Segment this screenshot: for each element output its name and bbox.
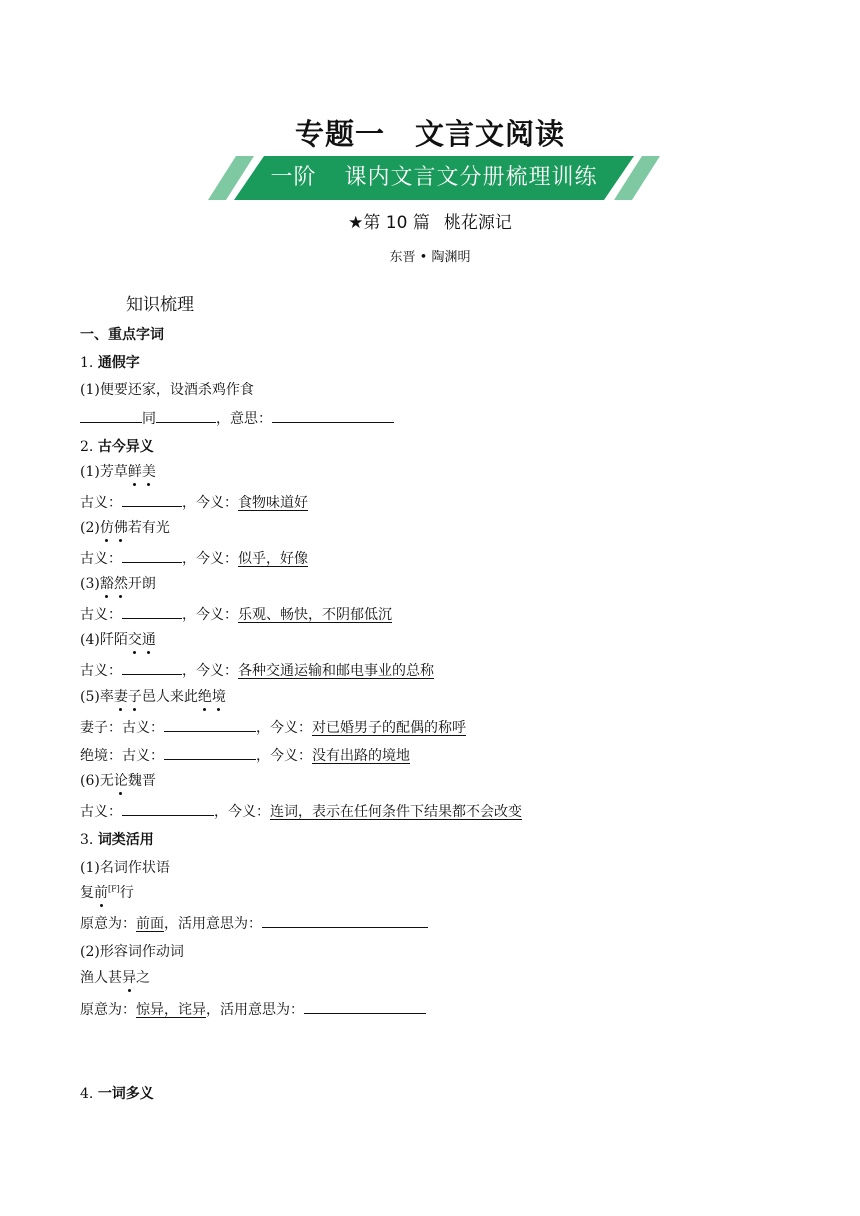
answer-line: 同 ，意思： [80, 408, 394, 428]
question-line: (2)仿佛若有光 [80, 517, 170, 537]
answer-blank[interactable] [164, 717, 256, 732]
answer-line: 绝境：古义： ，今义：没有出路的境地 [80, 745, 410, 765]
answer-blank[interactable] [122, 492, 182, 507]
answer-blank[interactable] [164, 745, 256, 760]
question-line: (5)率妻子邑人来此绝境 [80, 686, 226, 706]
answer-line: 妻子：古义： ，今义：对已婚男子的配偶的称呼 [80, 717, 466, 737]
question-line: (1)便要还家，设酒杀鸡作食 [80, 382, 254, 398]
part-heading: 一、重点字词 [80, 327, 164, 343]
answer-line: 古义： ，今义：乐观、畅快，不阴郁低沉 [80, 604, 392, 624]
answer-blank[interactable] [272, 408, 394, 423]
page-title: 专题一 文言文阅读 [294, 117, 566, 151]
answer-blank[interactable] [304, 999, 426, 1014]
answer-blank[interactable] [80, 408, 142, 423]
question-line: (3)豁然开朗 [80, 573, 156, 593]
chapter-title: ★第 10 篇 桃花源记 [348, 213, 512, 233]
answer-line: 古义： ，今义：似乎，好像 [80, 548, 308, 568]
example-line: 复前[F]行 [80, 882, 134, 902]
question-line: (6)无论魏晋 [80, 770, 156, 790]
banner-title: 一阶 课内文言文分册梳理训练 [270, 165, 598, 190]
subsection-heading-duoyi: 4. 一词多义 [80, 1086, 154, 1102]
answer-line: 古义： ，今义：各种交通运输和邮电事业的总称 [80, 660, 434, 680]
answer-blank[interactable] [122, 801, 214, 816]
answer-blank[interactable] [122, 604, 182, 619]
author-line: 东晋 • 陶渊明 [389, 250, 471, 265]
subsection-heading-tongjia: 1. 通假字 [80, 355, 140, 371]
answer-blank[interactable] [156, 408, 216, 423]
subsection-heading-huoyong: 3. 词类活用 [80, 832, 154, 848]
answer-blank[interactable] [262, 913, 428, 928]
example-line: 渔人甚异之 [80, 967, 150, 987]
question-line: (1)名词作状语 [80, 860, 170, 876]
answer-line: 原意为：前面，活用意思为： [80, 913, 428, 933]
answer-line: 原意为：惊异，诧异，活用意思为： [80, 999, 426, 1019]
answer-blank[interactable] [122, 660, 182, 675]
question-line: (1)芳草鲜美 [80, 461, 156, 481]
section-title: 知识梳理 [126, 295, 194, 315]
question-line: (4)阡陌交通 [80, 629, 156, 649]
question-line: (2)形容词作动词 [80, 944, 184, 960]
subsection-heading-gujin: 2. 古今异义 [80, 439, 154, 455]
answer-line: 古义： ，今义：食物味道好 [80, 492, 308, 512]
answer-line: 古义： ，今义：连词，表示在任何条件下结果都不会改变 [80, 801, 522, 821]
answer-blank[interactable] [122, 548, 182, 563]
